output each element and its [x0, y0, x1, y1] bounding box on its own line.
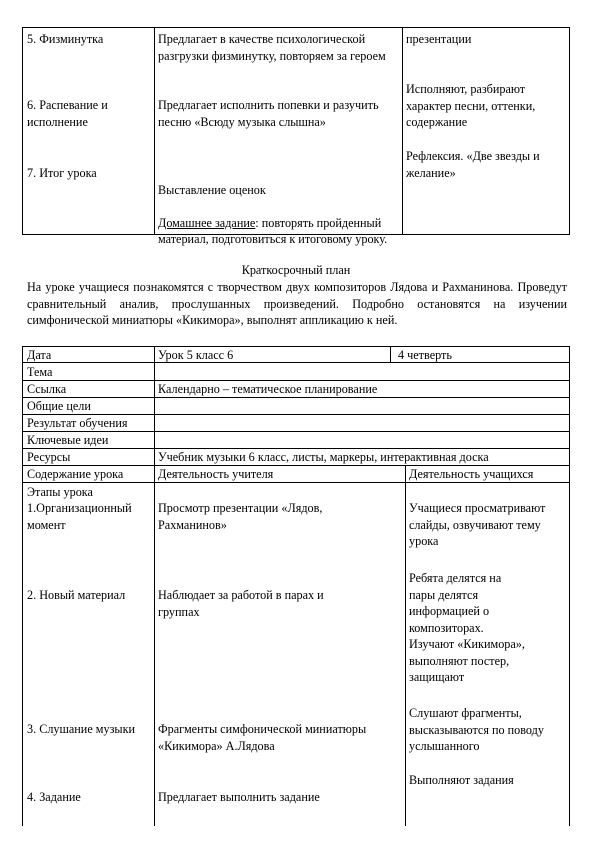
students-cell: презентации [406, 32, 472, 46]
plan-title: Краткосрочный план [241, 263, 351, 277]
teacher-cell [158, 165, 398, 248]
teacher-cell: Предлагает в качестве психологической разгрузки физминутку, повторяем за героем [158, 32, 386, 63]
header-students: Деятельность учащихся [409, 467, 534, 481]
students-cell: Слушают фрагменты, высказываются по поводу услышанного [409, 706, 544, 753]
ideas-label: Ключевые идеи [27, 433, 109, 447]
row-line [22, 346, 570, 347]
quarter-value: 4 четверть [398, 348, 452, 362]
table-border-left [22, 27, 23, 235]
date-label: Дата [27, 348, 52, 362]
plan-intro: На уроке учащиеся познакомятся с творчеством двух композиторов Лядова и Рахманинова. Проведут сравнительный аналив, прослушанных произведений. Подробно остановятся на изучении симфонической миниатюры «Кикимора», выполнят аппликацию к ней. [27, 280, 567, 327]
students-cell: Исполняют, разбирают характер песни, оттенки, содержание [406, 82, 536, 129]
table-divider [154, 27, 155, 235]
students-cell: Ребята делятся на пары делятся информацией о композиторах. Изучают «Кикимора», выполняют постер, защищают [409, 571, 525, 684]
homework-label: Домашнее задание [158, 215, 256, 230]
result-label: Результат обучения [27, 416, 128, 430]
lesson-value: Урок 5 класс 6 [158, 348, 234, 362]
table-divider [402, 27, 403, 235]
stages-label: Этапы урока [27, 485, 93, 499]
stage-cell: 7. Итог урока [27, 166, 97, 180]
stage-cell: 2. Новый материал [27, 588, 126, 602]
table-border-right [569, 27, 570, 235]
table-border-left [22, 346, 23, 826]
stage-cell: 3. Слушание музыки [27, 722, 136, 736]
teacher-cell: Предлагает выполнить задание [158, 790, 320, 804]
goals-label: Общие цели [27, 399, 91, 413]
stage-cell: 1.Организационный момент [27, 501, 132, 532]
teacher-cell: Просмотр презентации «Лядов, Рахманинов» [158, 501, 323, 532]
link-label: Ссылка [27, 382, 67, 396]
students-cell: Рефлексия. «Две звезды и желание» [406, 149, 540, 180]
homework-text: : повторять пройденный материал, подготовиться к итоговому уроку. [158, 215, 388, 246]
teacher-cell: Наблюдает за работой в парах и группах [158, 588, 324, 619]
column-divider [390, 346, 391, 363]
theme-label: Тема [27, 365, 53, 379]
header-content: Содержание урока [27, 467, 124, 481]
students-cell: Выполняют задания [409, 773, 514, 787]
column-divider [154, 346, 155, 826]
resources-value: Учебник музыки 6 класс, листы, маркеры, интерактивная доска [158, 450, 489, 464]
stage-cell: 5. Физминутка [27, 32, 104, 46]
teacher-cell: Предлагает исполнить попевки и разучить песню «Всюду музыка слышна» [158, 98, 379, 129]
header-teacher: Деятельность учителя [158, 467, 274, 481]
stage-cell: 4. Задание [27, 790, 81, 804]
teacher-text: Выставление оценок [158, 182, 266, 197]
table-border-top [22, 27, 570, 28]
row-line [22, 362, 570, 363]
table-border-right [569, 346, 570, 826]
link-value: Календарно – тематическое планирование [158, 382, 378, 396]
resources-label: Ресурсы [27, 450, 71, 464]
teacher-cell: Фрагменты симфонической миниатюры «Кикимора» А.Лядова [158, 722, 367, 753]
column-divider [405, 465, 406, 826]
stage-cell: 6. Распевание и исполнение [27, 98, 108, 129]
students-cell: Учащиеся просматривают слайды, озвучивают тему урока [409, 501, 546, 548]
